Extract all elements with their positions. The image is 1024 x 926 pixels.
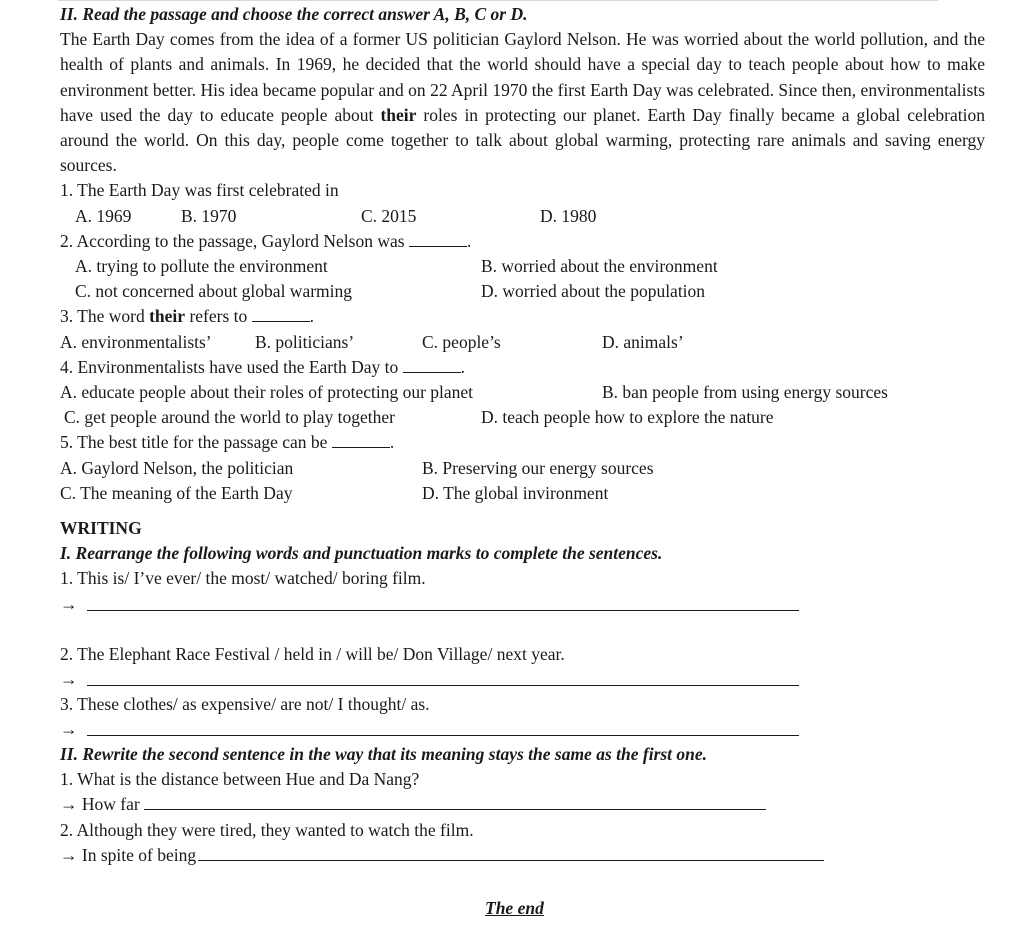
q4-blank (403, 355, 461, 373)
q3-blank (252, 304, 310, 322)
q5-option-c: C. The meaning of the Earth Day (60, 482, 293, 503)
question-2-options-cd (60, 279, 985, 304)
q2-blank (409, 229, 467, 247)
q2-option-a: A. trying to pollute the environment (75, 256, 328, 277)
q3-option-c: C. people’s (422, 331, 501, 352)
q5-option-a: A. Gaylord Nelson, the politician (60, 457, 294, 478)
answer-line[interactable] (144, 792, 766, 810)
passage-their: their (380, 104, 417, 125)
question-2-options-ab (60, 254, 985, 279)
the-end: The end (485, 898, 544, 918)
q3-text-post: refers to (185, 306, 248, 327)
rewrite-2-answer (60, 843, 985, 868)
arrow-icon: → (60, 718, 78, 739)
rearrange-2-answer (60, 667, 985, 692)
q2-option-c: C. not concerned about global warming (75, 281, 353, 302)
question-4-options-ab (60, 380, 985, 405)
q5-text: 5. The best title for the passage can be (60, 432, 328, 453)
q3-option-a: A. environmentalists’ (60, 331, 212, 352)
q2-text: 2. According to the passage, Gaylord Nelson was (60, 230, 405, 251)
passage-part-1: The Earth Day comes from the idea of a former US politician Gaylord Nelson. He was worried about the world pollution, and the health of plants and animals. In 1969, he decided that the world should have a special day to teach people about how to make environment better. His idea became popular and on 22 April 1970 the first Earth Day was celebrated. Since then, environmentalists have used the day to educate people about (60, 29, 985, 125)
reading-heading: II. Read the passage and choose the correct answer A, B, C or D. (60, 4, 528, 24)
question-1-options (60, 204, 985, 229)
rewrite-2-prompt: 2. Although they were tired, they wanted to watch the film. (60, 819, 474, 840)
q3-text-pre: 3. The word (60, 306, 150, 327)
answer-line[interactable] (87, 735, 799, 736)
question-4 (60, 355, 985, 380)
q5-option-b: B. Preserving our energy sources (422, 457, 654, 478)
rearrange-3: 3. These clothes/ as expensive/ are not/ I thought/ as. (60, 693, 430, 714)
q4-option-c: C. get people around the world to play together (64, 407, 395, 428)
question-2 (60, 229, 985, 254)
rewrite-1-answer (60, 792, 985, 817)
worksheet (60, 2, 985, 868)
q4-end: . (460, 356, 466, 377)
question-3 (60, 304, 985, 329)
q4-option-b: B. ban people from using energy sources (602, 381, 888, 402)
passage-part-2: roles in protecting our planet. Earth Day finally became a global celebration around the world. On this day, people come together to talk about global warming, protecting rare animals and saving energy sources. (60, 104, 985, 176)
q2-option-d: D. worried about the population (481, 281, 706, 302)
q4-option-d: D. teach people how to explore the nature (481, 407, 774, 428)
rewrite-1-start: → How far (60, 794, 140, 815)
q5-blank (332, 430, 390, 448)
answer-line[interactable] (87, 685, 799, 686)
question-1: 1. The Earth Day was first celebrated in (60, 180, 339, 201)
rearrange-1-answer (60, 592, 985, 617)
q2-option-b: B. worried about the environment (481, 256, 718, 277)
rearrange-3-answer (60, 717, 985, 742)
rearrange-1: 1. This is/ I’ve ever/ the most/ watched/ boring film. (60, 568, 426, 589)
rewrite-2-start: → In spite of being (60, 844, 197, 865)
question-5-options-ab (60, 456, 985, 481)
q3-option-d: D. animals’ (602, 331, 684, 352)
q1-option-d: D. 1980 (540, 205, 597, 226)
q3-end: . (309, 306, 315, 327)
arrow-icon: → (60, 593, 78, 614)
q1-option-b: B. 1970 (181, 205, 237, 226)
q2-end: . (466, 230, 472, 251)
top-rule (58, 0, 938, 1)
rearrange-2: 2. The Elephant Race Festival / held in / will be/ Don Village/ next year. (60, 643, 565, 664)
q4-option-a: A. educate people about their roles of protecting our planet (60, 381, 474, 402)
writing-title: WRITING (60, 517, 142, 538)
q5-end: . (389, 432, 395, 453)
writing-section-1-heading: I. Rearrange the following words and punctuation marks to complete the sentences. (60, 543, 663, 564)
answer-line[interactable] (87, 610, 799, 611)
question-5 (60, 430, 985, 455)
writing-section-2-heading: II. Rewrite the second sentence in the way that its meaning stays the same as the first one. (60, 743, 708, 764)
question-3-options (60, 330, 985, 355)
q1-option-c: C. 2015 (361, 205, 417, 226)
answer-line[interactable] (198, 843, 824, 861)
question-4-options-cd (60, 405, 985, 430)
q3-option-b: B. politicians’ (255, 331, 355, 352)
q1-option-a: A. 1969 (75, 205, 132, 226)
q5-option-d: D. The global invironment (422, 482, 609, 503)
arrow-icon: → (60, 668, 78, 689)
question-5-options-cd (60, 481, 985, 506)
reading-passage (60, 27, 985, 178)
q4-text: 4. Environmentalists have used the Earth Day to (60, 356, 399, 377)
q3-text-bold: their (149, 306, 186, 327)
rewrite-1-prompt: 1. What is the distance between Hue and Da Nang? (60, 769, 420, 790)
